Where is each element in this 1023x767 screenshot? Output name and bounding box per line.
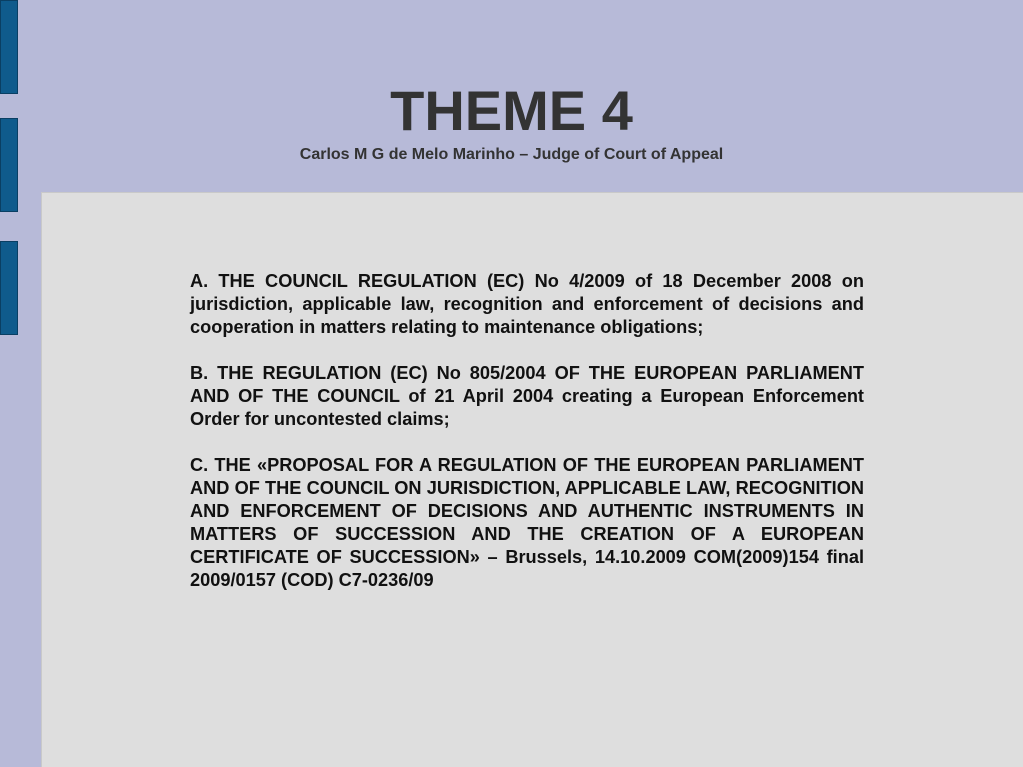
slide-content bbox=[190, 270, 864, 615]
slide-subtitle: Carlos M G de Melo Marinho – Judge of Court of Appeal bbox=[299, 146, 724, 163]
paragraph-b: B. THE REGULATION (EC) No 805/2004 OF THE EUROPEAN PARLIAMENT AND OF THE COUNCIL of 21 April 2004 creating a European Enforcement Order for uncontested claims; bbox=[190, 363, 864, 429]
paragraph-a: A. THE COUNCIL REGULATION (EC) No 4/2009 of 18 December 2008 on jurisdiction, applicable law, recognition and enforcement of decisions and cooperation in matters relating to maintenance obligations; bbox=[190, 271, 864, 337]
slide-title: THEME 4 bbox=[390, 79, 633, 142]
slide-header bbox=[0, 0, 1023, 190]
paragraph-c: C. THE «PROPOSAL FOR A REGULATION OF THE EUROPEAN PARLIAMENT AND OF THE COUNCIL ON JURISDICTION, APPLICABLE LAW, RECOGNITION AND ENFORCEMENT OF DECISIONS AND AUTHENTIC INSTRUMENTS IN MATTERS OF SUCCESSION AND THE CREATION OF A EUROPEAN CERTIFICATE OF SUCCESSION» – Brussels, 14.10.2009 COM(2009)154 final 2009/0157 (COD) C7-0236/09 bbox=[190, 455, 864, 590]
decorative-side-bar bbox=[0, 241, 18, 335]
